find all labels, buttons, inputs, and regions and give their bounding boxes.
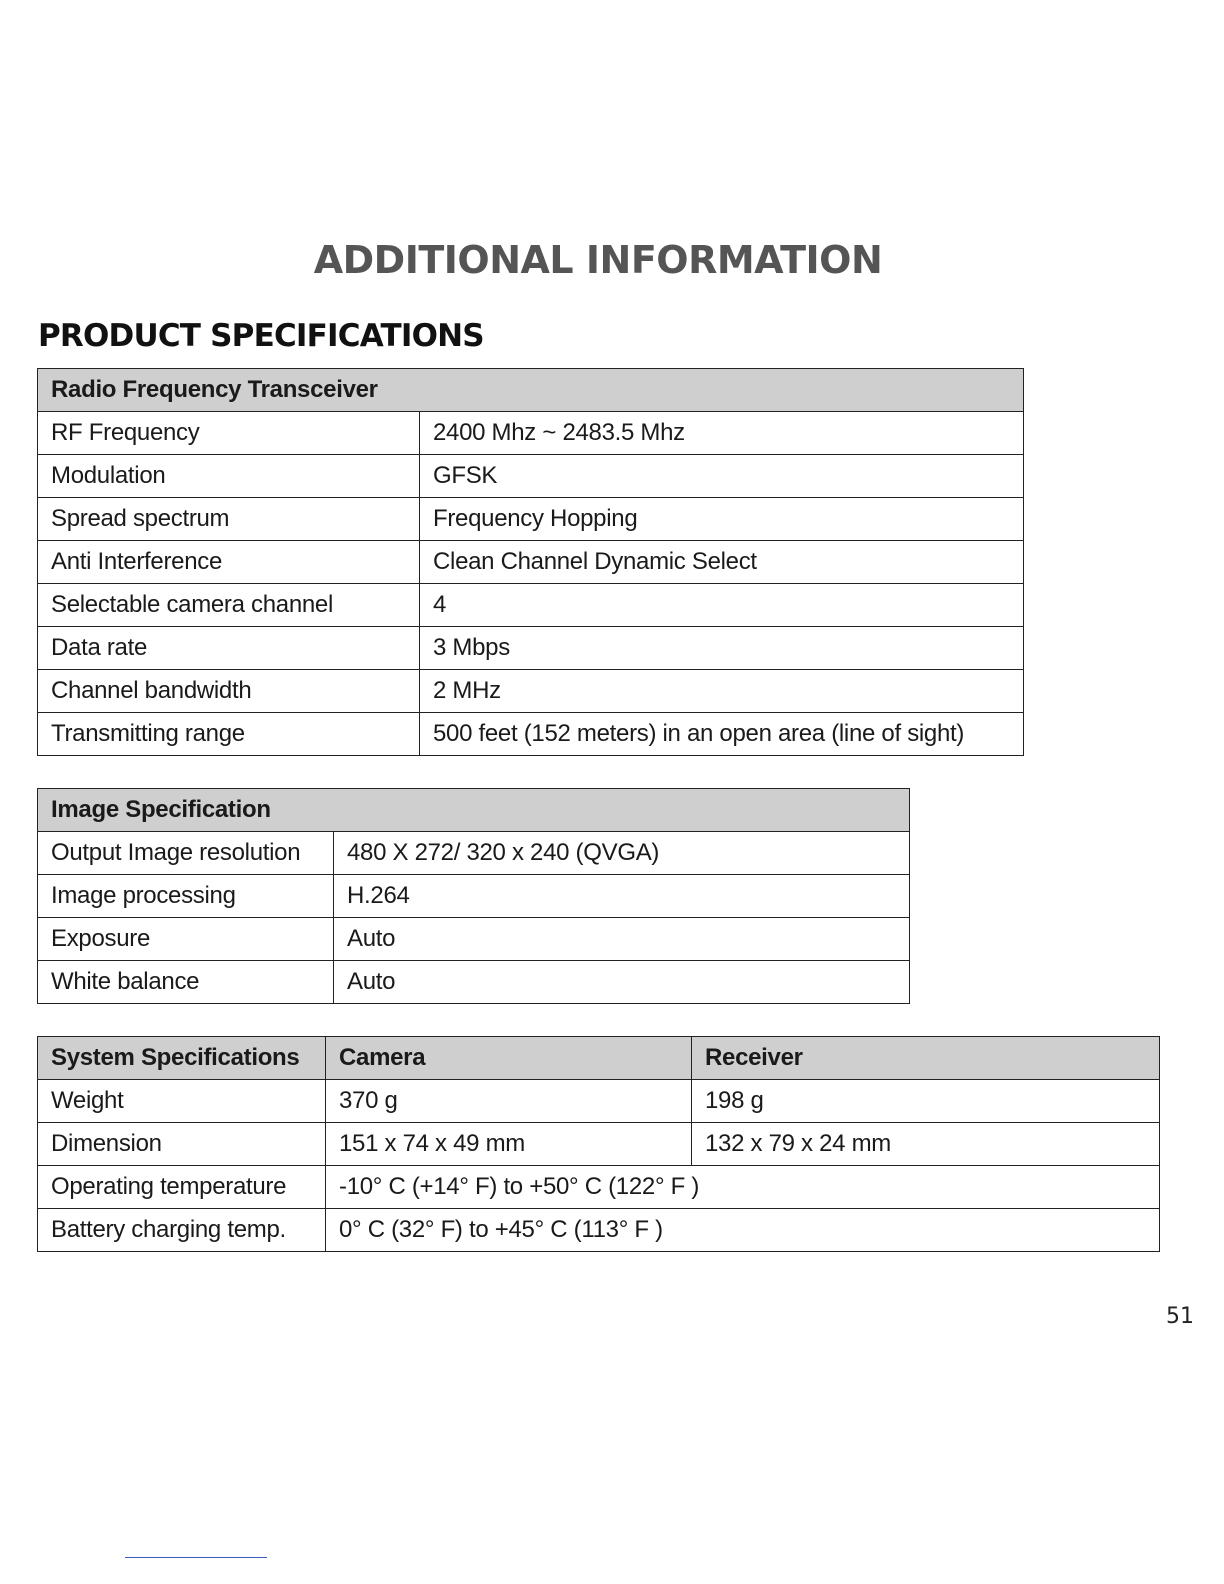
spec-label: Dimension xyxy=(38,1123,326,1166)
spec-label: Battery charging temp. xyxy=(38,1209,326,1252)
table-row xyxy=(38,584,1024,627)
system-spec-table xyxy=(37,1036,1160,1252)
image-spec-table xyxy=(37,788,910,1004)
table-row xyxy=(38,670,1024,713)
spec-value: -10° C (+14° F) to +50° C (122° F ) xyxy=(326,1166,1160,1209)
spec-label: White balance xyxy=(38,961,334,1004)
spec-label: Output Image resolution xyxy=(38,832,334,875)
camera-value: 151 x 74 x 49 mm xyxy=(326,1123,692,1166)
receiver-value: 132 x 79 x 24 mm xyxy=(692,1123,1160,1166)
spec-label: Operating temperature xyxy=(38,1166,326,1209)
spec-label: Transmitting range xyxy=(38,713,420,756)
table-row xyxy=(38,875,910,918)
table-row xyxy=(38,541,1024,584)
table-row xyxy=(38,455,1024,498)
spec-label: Spread spectrum xyxy=(38,498,420,541)
table-header-row xyxy=(38,789,910,832)
table-row xyxy=(38,1080,1160,1123)
camera-value: 370 g xyxy=(326,1080,692,1123)
spec-value: 2 MHz xyxy=(420,670,1024,713)
camera-column-header: Camera xyxy=(326,1037,692,1080)
page-title: ADDITIONAL INFORMATION xyxy=(313,238,883,282)
table-row xyxy=(38,961,910,1004)
table-row xyxy=(38,1209,1160,1252)
spec-label: Selectable camera channel xyxy=(38,584,420,627)
spec-label: Exposure xyxy=(38,918,334,961)
receiver-value: 198 g xyxy=(692,1080,1160,1123)
spec-value: 4 xyxy=(420,584,1024,627)
rf-spec-table xyxy=(37,368,1024,756)
spec-value: Auto xyxy=(334,961,910,1004)
spec-label: Weight xyxy=(38,1080,326,1123)
table-row xyxy=(38,627,1024,670)
spec-label: Data rate xyxy=(38,627,420,670)
footer-divider xyxy=(125,1557,267,1558)
receiver-column-header: Receiver xyxy=(692,1037,1160,1080)
spec-label: Image processing xyxy=(38,875,334,918)
spec-value: 480 X 272/ 320 x 240 (QVGA) xyxy=(334,832,910,875)
spec-value: 2400 Mhz ~ 2483.5 Mhz xyxy=(420,412,1024,455)
spec-value: Clean Channel Dynamic Select xyxy=(420,541,1024,584)
table-header-row xyxy=(38,369,1024,412)
table-row xyxy=(38,1166,1160,1209)
spec-label: Modulation xyxy=(38,455,420,498)
image-table-header: Image Specification xyxy=(38,789,910,832)
page-number: 51 xyxy=(1166,1304,1194,1329)
system-table-header: System Specifications xyxy=(38,1037,326,1080)
spec-label: Channel bandwidth xyxy=(38,670,420,713)
table-row xyxy=(38,918,910,961)
spec-label: RF Frequency xyxy=(38,412,420,455)
table-row xyxy=(38,713,1024,756)
table-header-row xyxy=(38,1037,1160,1080)
spec-value: 500 feet (152 meters) in an open area (line of sight) xyxy=(420,713,1024,756)
spec-value: 3 Mbps xyxy=(420,627,1024,670)
table-row xyxy=(38,412,1024,455)
rf-table-header: Radio Frequency Transceiver xyxy=(38,369,1024,412)
table-row xyxy=(38,832,910,875)
spec-value: 0° C (32° F) to +45° C (113° F ) xyxy=(326,1209,1160,1252)
spec-value: GFSK xyxy=(420,455,1024,498)
spec-label: Anti Interference xyxy=(38,541,420,584)
spec-value: Frequency Hopping xyxy=(420,498,1024,541)
spec-value: Auto xyxy=(334,918,910,961)
spec-value: H.264 xyxy=(334,875,910,918)
table-row xyxy=(38,498,1024,541)
table-row xyxy=(38,1123,1160,1166)
section-title: PRODUCT SPECIFICATIONS xyxy=(38,318,484,354)
